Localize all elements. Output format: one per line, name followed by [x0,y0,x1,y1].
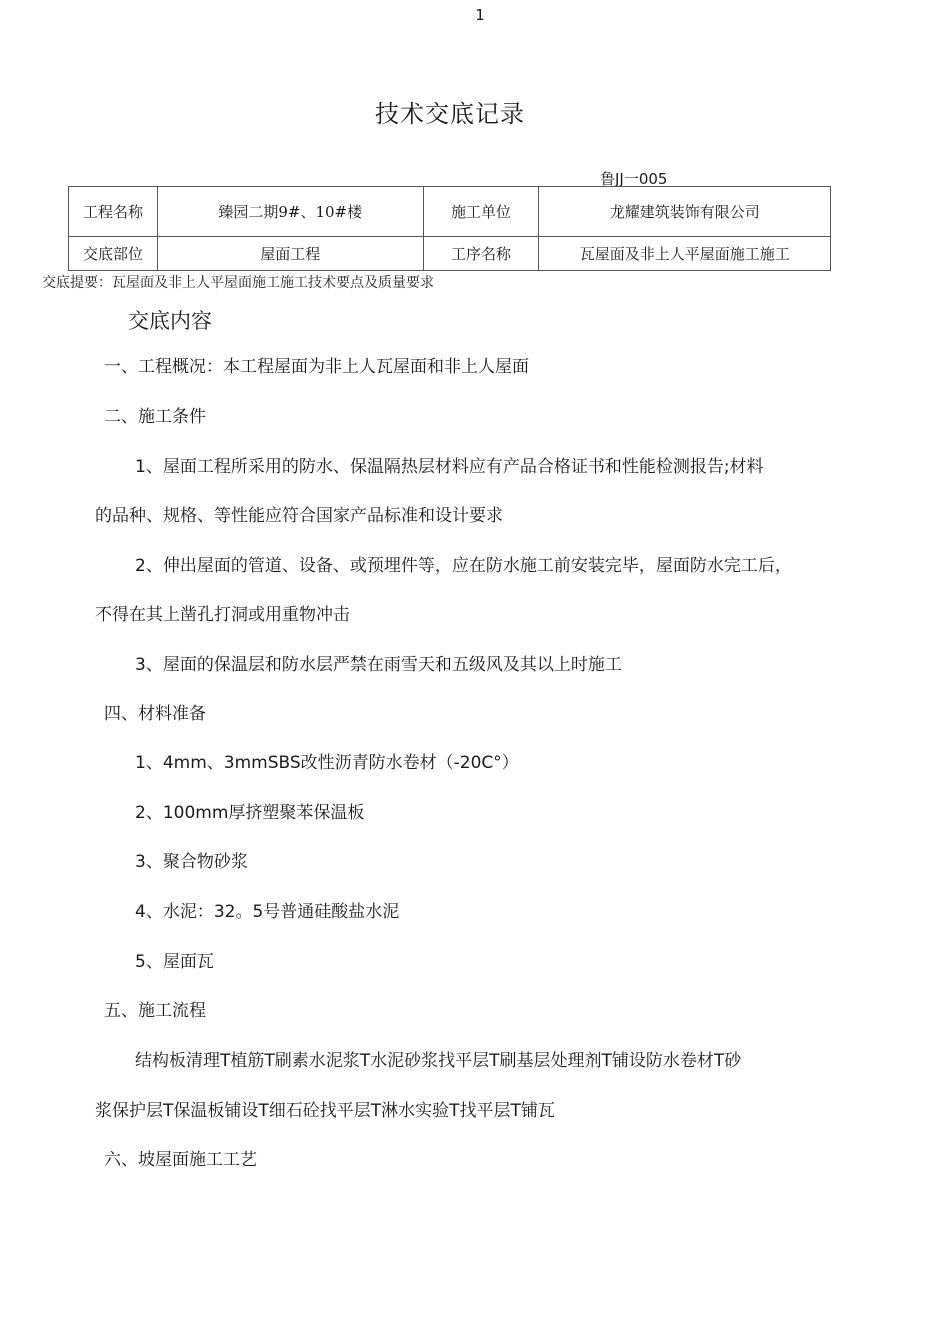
page-number: 1 [475,6,485,24]
paragraph-line: 不得在其上凿孔打洞或用重物冲击 [95,605,350,625]
list-item: 3、聚合物砂浆 [135,852,248,872]
table-row [69,237,831,271]
project-name-value: 臻园二期9#、10#楼 [157,187,423,237]
paragraph-line: 结构板清理T植筋T刷素水泥浆T水泥砂浆找平层T刷基层处理剂T铺设防水卷材T砂 [135,1051,742,1071]
section-heading: 一、工程概况：本工程屋面为非上人瓦屋面和非上人屋面 [104,357,529,377]
document-code: 鲁JJ一005 [600,170,668,188]
paragraph-line: 浆保护层T保温板铺设T细石砼找平层T淋水实验T找平层T铺瓦 [95,1101,555,1121]
list-item: 4、水泥：32。5号普通硅酸盐水泥 [135,902,400,922]
contractor-label: 施工单位 [423,187,539,237]
paragraph-line: 的品种、规格、等性能应符合国家产品标准和设计要求 [95,506,503,526]
table-row [69,187,831,237]
contractor-value: 龙耀建筑装饰有限公司 [539,187,831,237]
handover-summary: 交底提要：瓦屋面及非上人平屋面施工施工技术要点及质量要求 [42,275,434,291]
paragraph-line: 1、屋面工程所采用的防水、保温隔热层材料应有产品合格证书和性能检测报告;材料 [135,457,764,477]
list-item: 2、100mm厚挤塑聚苯保温板 [135,803,365,823]
section-heading: 二、施工条件 [104,407,206,427]
handover-part-label: 交底部位 [69,237,158,271]
section-heading: 六、坡屋面施工工艺 [104,1150,257,1170]
section-heading: 四、材料准备 [104,704,206,724]
process-name-value: 瓦屋面及非上人平屋面施工施工 [539,237,831,271]
list-item: 1、4mm、3mmSBS改性沥青防水卷材（-20C°） [135,753,519,773]
handover-part-value: 屋面工程 [157,237,423,271]
project-name-label: 工程名称 [69,187,158,237]
info-table [68,186,831,271]
paragraph-line: 2、伸出屋面的管道、设备、或预埋件等，应在防水施工前安装完毕，屋面防水完工后， [135,556,792,576]
content-heading: 交底内容 [128,309,212,333]
list-item: 5、屋面瓦 [135,952,214,972]
section-heading: 五、施工流程 [104,1001,206,1021]
process-name-label: 工序名称 [423,237,539,271]
document-title: 技术交底记录 [375,100,525,128]
paragraph-line: 3、屋面的保温层和防水层严禁在雨雪天和五级风及其以上时施工 [135,655,622,675]
